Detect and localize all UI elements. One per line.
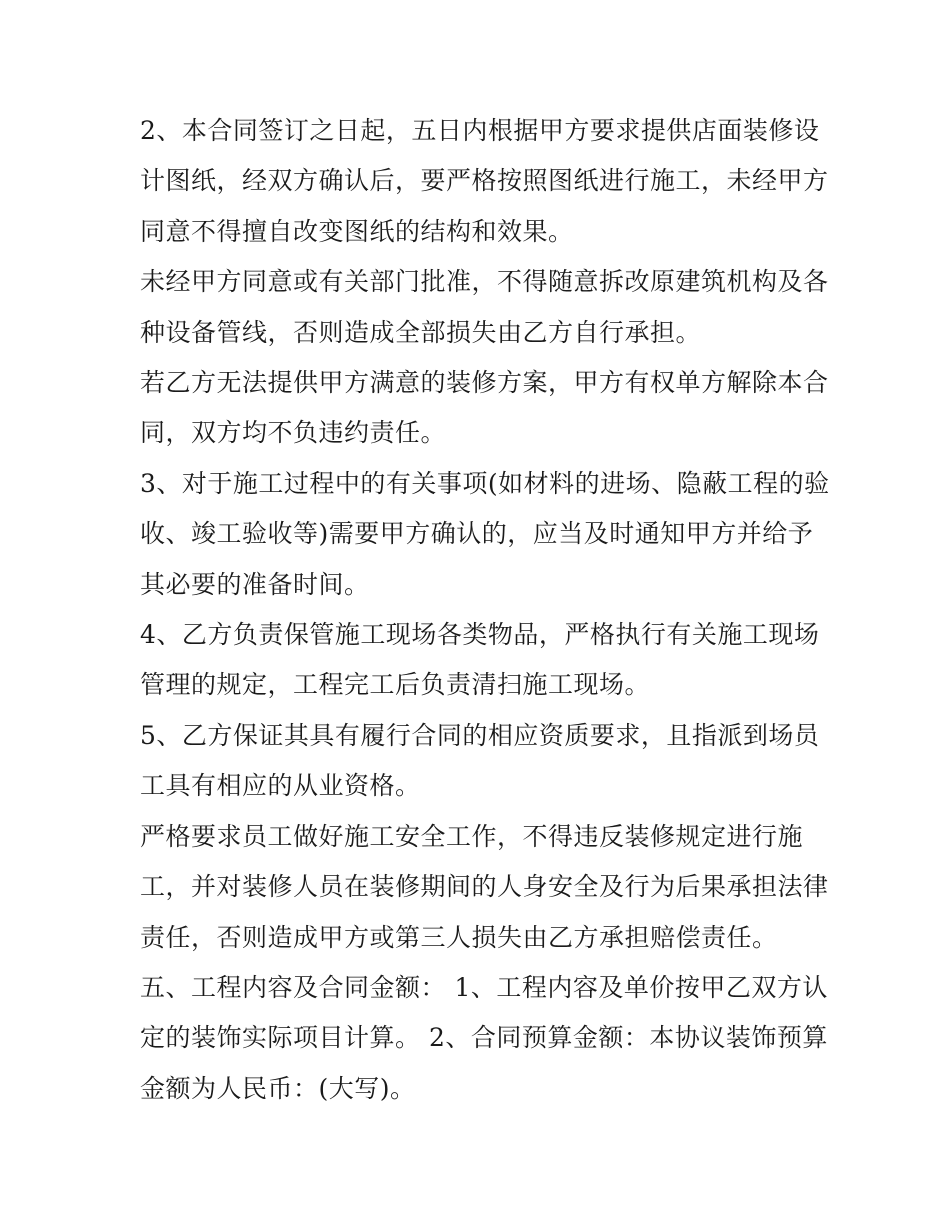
paragraph-clause-2-design [140,106,829,257]
text-line: 五、工程内容及合同金额： 1、工程内容及单价按甲乙双方认 [140,972,828,1002]
text-line: 金额为人民币：(大写)。 [140,1073,416,1103]
paragraph-structure-restriction [140,257,829,358]
text-line: 若乙方无法提供甲方满意的装修方案，甲方有权单方解除本合 [140,368,829,398]
document-body [140,106,830,1114]
text-line: 同意不得擅自改变图纸的结构和效果。 [140,216,574,246]
text-line: 计图纸，经双方确认后，要严格按照图纸进行施工，未经甲方 [140,166,829,196]
text-line: 管理的规定，工程完工后负责清扫施工现场。 [140,670,651,700]
paragraph-clause-3-confirmation [140,459,830,610]
paragraph-section-5-contract-amount [140,963,828,1114]
text-line: 其必要的准备时间。 [140,569,370,599]
text-line: 3、对于施工过程中的有关事项(如材料的进场、隐蔽工程的验 [140,468,830,498]
paragraph-termination-right [140,358,829,459]
text-line: 2、本合同签订之日起，五日内根据甲方要求提供店面装修设 [140,116,820,145]
text-line: 种设备管线，否则造成全部损失由乙方自行承担。 [140,317,702,347]
paragraph-safety-responsibility [140,812,829,963]
text-line: 工具有相应的从业资格。 [140,771,421,801]
paragraph-clause-4-site-management [140,610,820,711]
text-line: 5、乙方保证其具有履行合同的相应资质要求，且指派到场员 [140,720,820,750]
text-line: 责任，否则造成甲方或第三人损失由乙方承担赔偿责任。 [140,922,778,952]
paragraph-clause-5-qualification [140,711,820,812]
text-line: 同，双方均不负违约责任。 [140,418,447,448]
text-line: 工，并对装修人员在装修期间的人身安全及行为后果承担法律 [140,872,829,902]
text-line: 严格要求员工做好施工安全工作，不得违反装修规定进行施 [140,821,804,851]
text-line: 定的装饰实际项目计算。 2、合同预算金额：本协议装饰预算 [140,1023,828,1053]
text-line: 4、乙方负责保管施工现场各类物品，严格执行有关施工现场 [140,620,820,650]
text-line: 未经甲方同意或有关部门批准，不得随意拆改原建筑机构及各 [140,267,829,297]
text-line: 收、竣工验收等)需要甲方确认的，应当及时通知甲方并给予 [140,519,814,549]
